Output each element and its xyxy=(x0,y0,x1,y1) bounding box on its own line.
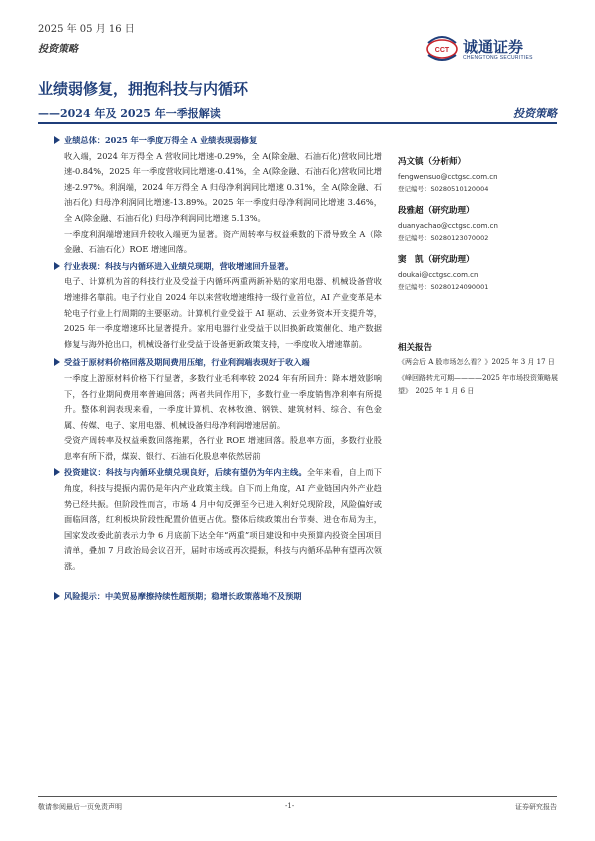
report-category: 投资策略 xyxy=(38,44,78,55)
bullet-arrow-icon xyxy=(54,136,60,144)
logo-name-cn: 诚通证券 xyxy=(463,38,524,56)
logo-name-en: CHENGTONG SECURITIES xyxy=(463,55,533,61)
analyst-registration: 登记编号：S0280124090001 xyxy=(398,283,489,291)
paragraph: 电子、计算机为首的科技行业及受益于内循环两重两新补贴的家用电器、机械设备营收增速排名靠前。电子行业自 2024 年以来营收增速维持一级行业首位，AI 产业变革是本轮电子行业上行周期的主要驱动。计算机行业受益于 AI 驱动、云业务资本开支提升等，2025 年一季度增速环比显著提升。家用电器行业受益于以旧换新政策催化、地产数据修复与海外抢出口，机械设备行业受益于设备更新政策支持，一季度收入增速靠前。 xyxy=(64,276,382,349)
section-heading: 业绩总体：2025 年一季度万得全 A 业绩表现弱修复 xyxy=(64,135,258,145)
section-heading: 受益于原材料价格回落及期间费用压缩，行业利润端表现好于收入端 xyxy=(64,357,310,368)
footer-divider xyxy=(38,796,557,797)
footer-disclaimer: 敬请参阅最后一页免责声明 xyxy=(38,803,122,811)
section-heading: 风险提示：中美贸易摩擦持续性超预期；稳增长政策落地不及预期 xyxy=(64,590,302,601)
main-content xyxy=(64,133,382,604)
related-reports-title: 相关报告 xyxy=(398,343,433,353)
bullet-arrow-icon xyxy=(54,592,60,600)
section-profit xyxy=(64,355,382,464)
analyst-name: 窦 凯（研究助理） xyxy=(398,255,475,265)
analyst-registration: 登记编号：S0280510120004 xyxy=(398,185,489,193)
analyst-email[interactable]: doukai@cctgsc.com.cn xyxy=(398,271,479,279)
analyst-name: 冯文镇（分析师） xyxy=(398,157,467,167)
analyst-registration: 登记编号：S0280123070002 xyxy=(398,234,489,242)
paragraph: 收入端，2024 年万得全 A 营收同比增速-0.29%，全 A(除金融、石油石化)营收同比增速-0.84%，2025 年一季度营收同比增速-0.41%，全 A(除金融、石油石化)营收同比增速-2.97%。利润端，2024 年万得全 A 归母净利润同比增速 0.31%，全 A(除金融、石油石化) 归母净利润同比增速-13.89%。2025 年一季度归母净利润同比增速 3.46%，全 A(除金融、石油石化) 归母净利润同比增速 5.13%。 xyxy=(64,150,382,223)
paragraph: 受资产周转率及权益乘数回落拖累，各行业 ROE 增速回落。股息率方面，多数行业股息率有所下滑，煤炭、银行、石油石化股息率依然居前 xyxy=(64,435,382,461)
section-heading: 投资建议：科技与内循环业绩兑现良好，后续有望仍为年内主线。 xyxy=(64,467,307,478)
section-overview xyxy=(64,133,382,258)
paragraph: 全年来看，自上而下角度，科技与提振内需仍是年内产业政策主线。自下而上角度，AI 产业链国内外产业趋势已经共振。但阶段性而言，市场 4 月中旬反弹至今已进入利好兑现阶段，风险偏好或面临回落，红利板块阶段性配置价值更占优。整体后续政策出台节奏、进仓布局为主，国家发改委此前表示力争 6 月底前下达全年“两重”项目建设和中央预算内投资全国项目清单，叠加 7 月政治局会议召开，届时市场或再次提振，科技与内循环品种有望再次领涨。 xyxy=(64,467,382,572)
analyst-name: 段雅超（研究助理） xyxy=(398,206,475,216)
section-industry xyxy=(64,259,382,353)
bullet-arrow-icon xyxy=(54,262,60,270)
section-advice xyxy=(64,465,382,574)
svg-text:CCT: CCT xyxy=(434,47,450,54)
report-date: 2025 年 05 月 16 日 xyxy=(38,24,135,35)
company-logo xyxy=(425,33,555,65)
bullet-arrow-icon xyxy=(54,358,60,366)
related-report-link[interactable]: 《两会后 A 股市场怎么看？》2025 年 3 月 17 日 xyxy=(398,358,555,366)
section-risk xyxy=(64,589,382,605)
analyst-email[interactable]: fengwensuo@cctgsc.com.cn xyxy=(398,173,498,181)
section-heading: 行业表现：科技与内循环进入业绩兑现期，营收增速回升显著。 xyxy=(64,260,294,271)
logo-mark-icon xyxy=(425,33,459,63)
report-subtitle: ——2024 年及 2025 年一季报解读 xyxy=(38,107,221,120)
paragraph: 一季度上游原材料价格下行显著，多数行业毛利率较 2024 年有所回升：降本增效影响下，各行业期间费用率普遍回落；两者共同作用下，多数行业一季度销售净利率有所提升。整体利润表现来看，一季度计算机、农林牧渔、钢铁、建筑材料、综合、有色金属、传媒、电子、家用电器、机械设备归母净利润增速居前。 xyxy=(64,372,382,430)
footer-report-type: 证券研究报告 xyxy=(515,803,557,811)
analyst-card xyxy=(398,204,568,242)
report-type-label: 投资策略 xyxy=(513,107,557,120)
related-report-link[interactable]: 《峰回路转尤可期————2025 年市场投资策略展望》 2025 年 1 月 6 日 xyxy=(398,374,559,395)
analyst-card xyxy=(398,253,568,291)
title-divider xyxy=(38,122,557,124)
page-number: -1- xyxy=(285,802,295,810)
analyst-email[interactable]: duanyachao@cctgsc.com.cn xyxy=(398,222,498,230)
report-title: 业绩弱修复，拥抱科技与内循环 xyxy=(38,80,249,98)
bullet-arrow-icon xyxy=(54,468,60,476)
analyst-card xyxy=(398,155,568,193)
paragraph: 一季度利润端增速回升较收入端更为显著。资产周转率与权益乘数的下滑导致全 A（除金融、石油石化）ROE 增速回落。 xyxy=(64,228,382,255)
sidebar xyxy=(398,155,568,398)
